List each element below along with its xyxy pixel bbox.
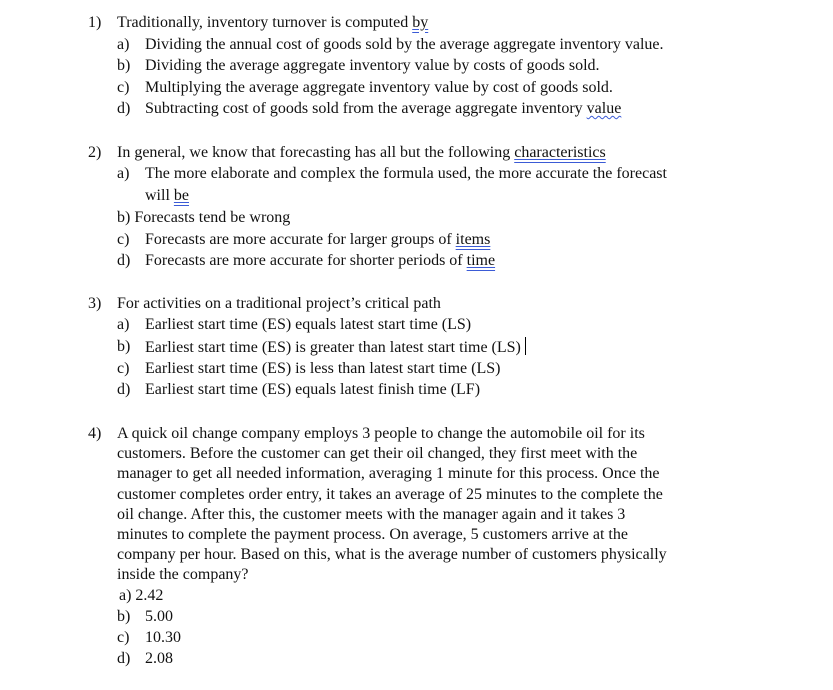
stem-line: company per hour. Based on this, what is the average number of customers physically: [117, 546, 667, 564]
option-letter: a): [117, 36, 130, 53]
option-text: Earliest start time (ES) is less than latest start time (LS): [145, 360, 501, 377]
option-text: Earliest start time (ES) equals latest start time (LS): [145, 316, 472, 333]
option-text: Earliest start time (ES) equals latest finish time (LF): [145, 381, 481, 398]
option-letter: c): [117, 79, 130, 96]
option-text: b) Forecasts tend be wrong: [117, 209, 291, 226]
option-text: 10.30: [145, 629, 181, 646]
question-number: 3): [88, 295, 102, 312]
option-letter: d): [117, 381, 131, 398]
question-stem: Traditionally, inventory turnover is computed by: [117, 14, 429, 31]
option-text: will be: [145, 187, 189, 204]
option-letter: d): [117, 252, 131, 269]
option-letter: d): [117, 650, 131, 667]
option-letter: b): [117, 57, 131, 74]
option-letter: b): [117, 338, 131, 355]
option-letter: c): [117, 629, 130, 646]
grammar-mark: characteristics: [514, 144, 606, 161]
stem-line: customer completes order entry, it takes an average of 25 minutes to the complete the: [117, 485, 663, 503]
question-stem: In general, we know that forecasting has all but the following characteristics: [117, 144, 606, 161]
stem-line: customers. Before the customer can get their oil changed, they first meet with the: [117, 445, 638, 463]
option-text: Dividing the average aggregate inventory value by costs of goods sold.: [145, 57, 600, 74]
grammar-mark: value: [586, 100, 622, 117]
option-text: Dividing the annual cost of goods sold by the average aggregate inventory value.: [145, 36, 664, 53]
grammar-mark: be: [173, 187, 189, 204]
question-number: 1): [88, 14, 102, 31]
option-text: Forecasts are more accurate for larger groups of items: [145, 231, 491, 248]
grammar-mark: items: [455, 231, 491, 248]
option-text[interactable]: Earliest start time (ES) is greater than latest start time (LS): [145, 337, 526, 358]
option-letter: d): [117, 100, 131, 117]
option-text: 5.00: [145, 608, 173, 625]
question-stem: For activities on a traditional project’s critical path: [117, 295, 441, 312]
stem-line: minutes to complete the payment process. On average, 5 customers arrive at the: [117, 526, 628, 544]
question-number: 4): [88, 425, 102, 442]
question-stem: [117, 424, 667, 586]
stem-line: inside the company?: [117, 566, 249, 584]
option-text: The more elaborate and complex the formula used, the more accurate the forecast: [145, 165, 667, 182]
option-text: Forecasts are more accurate for shorter periods of time: [145, 252, 496, 269]
question-number: 2): [88, 144, 102, 161]
option-text: Subtracting cost of goods sold from the average aggregate inventory value: [145, 100, 622, 117]
option-text: Multiplying the average aggregate inventory value by cost of goods sold.: [145, 79, 613, 96]
stem-line: oil change. After this, the customer meets with the manager again and it takes 3: [117, 505, 626, 523]
option-text: a) 2.42: [119, 587, 164, 604]
text-cursor: [525, 337, 526, 355]
stem-line: manager to get all needed information, averaging 1 minute for this process. Once the: [117, 465, 660, 483]
option-text: 2.08: [145, 650, 173, 667]
grammar-mark: time: [466, 252, 496, 269]
option-letter: a): [117, 316, 130, 333]
option-letter: c): [117, 360, 130, 377]
option-letter: a): [117, 165, 130, 182]
stem-line: A quick oil change company employs 3 people to change the automobile oil for its: [117, 425, 645, 442]
option-letter: c): [117, 231, 130, 248]
grammar-mark: by: [412, 14, 429, 31]
option-letter: b): [117, 608, 131, 625]
